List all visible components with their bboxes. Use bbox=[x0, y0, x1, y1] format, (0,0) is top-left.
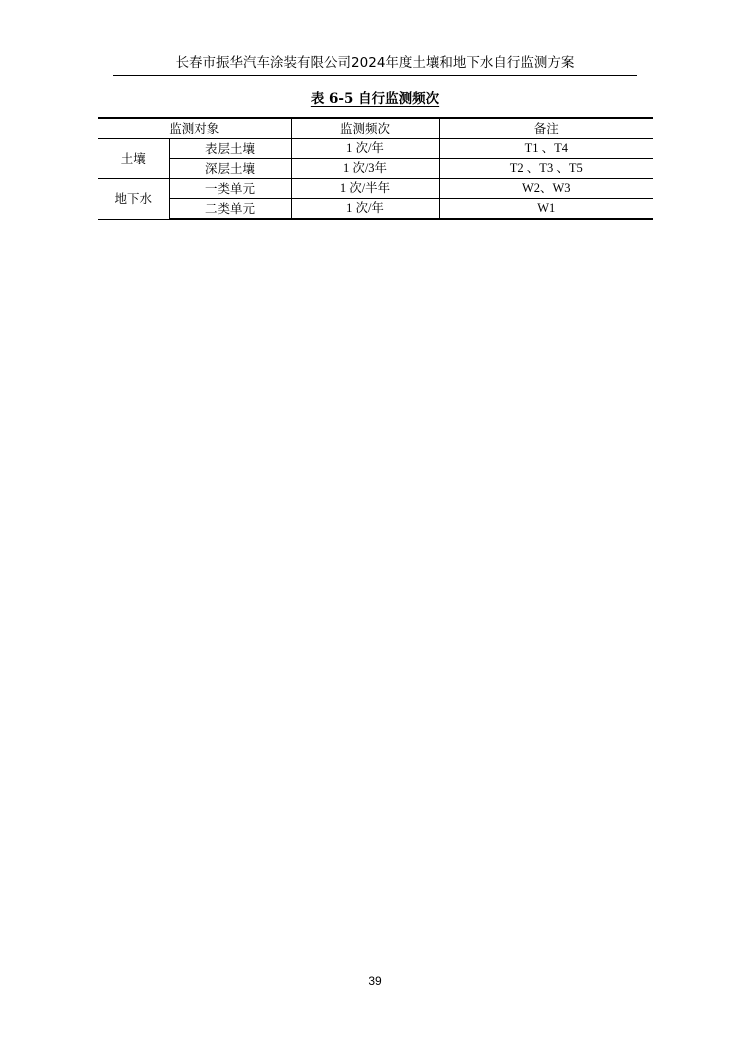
remarks-cell: T1 、T4 bbox=[439, 139, 653, 159]
table-row bbox=[98, 179, 653, 199]
document-header-title: 长春市振华汽车涂装有限公司2024年度土壤和地下水自行监测方案 bbox=[175, 55, 575, 71]
group-cell-groundwater: 地下水 bbox=[98, 179, 169, 220]
page-number: 39 bbox=[368, 974, 382, 988]
frequency-cell: 1 次/半年 bbox=[291, 179, 439, 199]
remarks-cell: T2 、T3 、T5 bbox=[439, 159, 653, 179]
monitoring-frequency-table bbox=[98, 117, 653, 220]
table-row bbox=[98, 139, 653, 159]
header-rule bbox=[113, 75, 637, 76]
table-caption bbox=[0, 90, 750, 108]
remarks-cell: W2、W3 bbox=[439, 179, 653, 199]
frequency-cell: 1 次/年 bbox=[291, 199, 439, 220]
frequency-cell: 1 次/年 bbox=[291, 139, 439, 159]
group-cell-soil: 土壤 bbox=[98, 139, 169, 179]
table-header-row bbox=[98, 118, 653, 139]
sub-object-cell: 一类单元 bbox=[169, 179, 291, 199]
sub-object-cell: 深层土壤 bbox=[169, 159, 291, 179]
header-monitoring-object: 监测对象 bbox=[98, 118, 291, 139]
header-remarks: 备注 bbox=[439, 118, 653, 139]
header-monitoring-frequency: 监测频次 bbox=[291, 118, 439, 139]
sub-object-cell: 表层土壤 bbox=[169, 139, 291, 159]
remarks-cell: W1 bbox=[439, 199, 653, 220]
table-caption-text: 表 6-5 自行监测频次 bbox=[310, 91, 440, 107]
table-row bbox=[98, 159, 653, 179]
sub-object-cell: 二类单元 bbox=[169, 199, 291, 220]
table-row bbox=[98, 199, 653, 220]
frequency-cell: 1 次/3年 bbox=[291, 159, 439, 179]
